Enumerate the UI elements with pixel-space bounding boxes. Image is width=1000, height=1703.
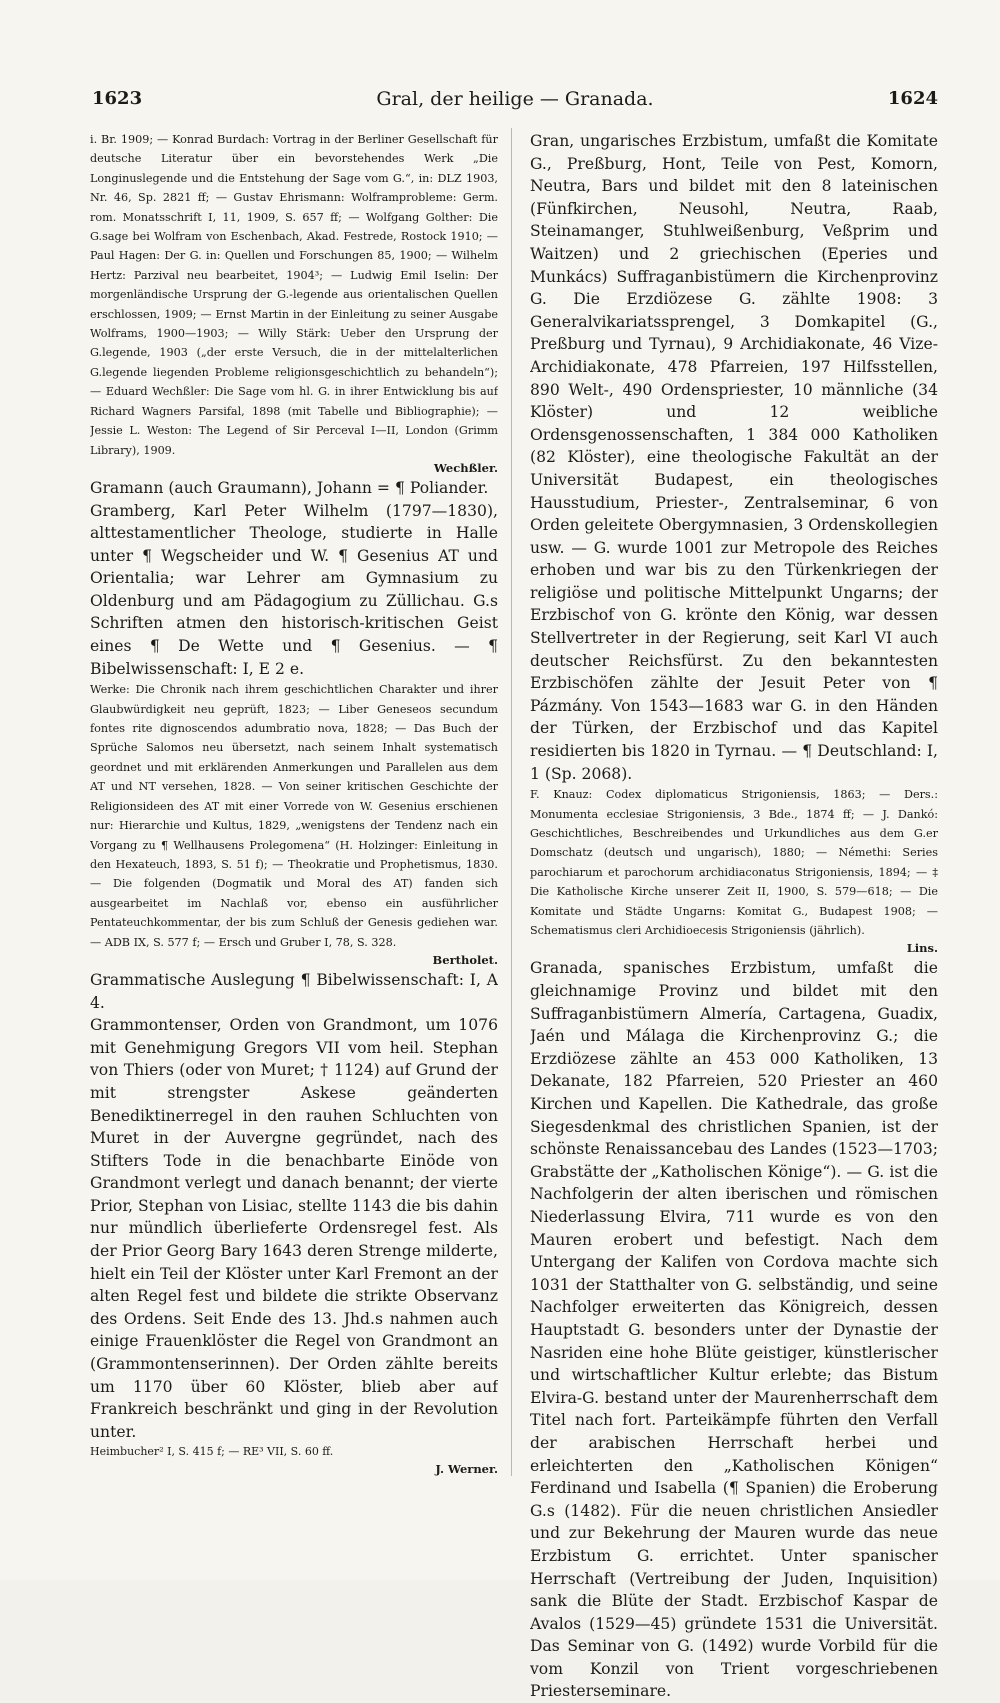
grammontenser-literature: Heimbucher² I, S. 415 f; — RE³ VII, S. 60 ff. [90, 1445, 334, 1459]
entry-gramann: Gramann (auch Graumann), Johann = ¶ Poliander. [90, 478, 489, 497]
column-divider [511, 128, 512, 1476]
gran-literature: F. Knauz: Codex diplomaticus Strigoniensis, 1863; — Ders.: Monumenta ecclesiae Strigoniensis, 3 Bde., 1874 ff; — J. Dankó: Geschichtliches, Beschreibendes und Urkundliches aus dem G.er Domschatz (deutsch und ungarisch), 1880; — Némethi: Series parochiarum et parochorum archidiaconatus Strigoniensis, 1894; — ‡ Die Katholische Kirche unserer Zeit II, 1900, S. 579—618; — Die Komitate und Städte Ungarns: Komitat G., Budapest 1908; — Schematismus cleri Archidioecesis Strigoniensis (jährlich). [530, 788, 938, 938]
entry-granada: Granada, spanisches Erzbistum, umfaßt die gleichnamige Provinz und bildet mit den Suffraganbistümern Almería, Cartagena, Guadix, Jaén und Málaga die Kirchenprovinz G.; die Erzdiözese zählte an 453 000 Katholiken, 13 Dekanate, 182 Pfarreien, 520 Priester an 460 Kirchen und Kapellen. Die Kathedrale, das große Siegesdenkmal des christlichen Spanien, ist der schönste Renaissancebau des Landes (1523—1703; Grabstätte der „Katholischen Könige“). — G. ist die Nachfolgerin der alten iberischen und römischen Niederlassung Elvira, 711 wurde es von den Mauren erobert und befestigt. Nach dem Untergang der Kalifen von Cordova machte sich 1031 der Statthalter von G. selbständig, und seine Nachfolger erweiterten das Königreich, dessen Hauptstadt G. besonders unter der Dynastie der Nasriden eine hohe Blüte geistiger, künstlerischer und wirtschaftlicher Kultur erlebte; das Bistum Elvira-G. bestand unter der Maurenherrschaft dem Titel nach fort. Parteikämpfe führten den Verfall der arabischen Herrschaft herbei und erleichterten den „Katholischen Königen“ Ferdinand und Isabella (¶ Spanien) die Eroberung G.s (1482). Für die neuen christlichen Ansiedler und zur Bekehrung der Mauren wurde das neue Erzbistum G. errichtet. Unter spanischer Herrschaft (Vertreibung der Juden, Inquisition) sank die Blüte der Stadt. Erzbischof Kaspar de Avalos (1529—45) gründete 1531 die Universität. Das Seminar von G. (1492) wurde Vorbild für die vom Konzil von Trient vorgeschriebenen Priesterseminare. [530, 959, 938, 1701]
grammontenser-author-signature: J. Werner. [435, 1461, 498, 1476]
running-title: Gral, der heilige — Granada. [376, 88, 654, 110]
page-header [92, 88, 938, 118]
entry-grammontenser: Grammontenser, Orden von Grandmont, um 1076 mit Genehmigung Gregors VII vom heil. Stephan von Thiers (oder von Muret; † 1124) auf Grund der mit strengster Askese geänderten Benediktinerregel in den rauhen Schluchten von Muret in der Auvergne gegründet, nach des Stifters Tode in die benachbarte Einöde von Grandmont verlegt und danach benannt; der vierte Prior, Stephan von Lisiac, stellte 1143 die bis dahin nur mündlich überlieferte Ordensregel fest. Als der Prior Georg Bary 1643 deren Strenge milderte, hielt ein Teil der Klöster unter Karl Fremont an der alten Regel fest und bildete die strikte Observanz des Ordens. Seit Ende des 13. Jhd.s nahmen auch einige Frauenklöster die Regel von Grandmont an (Grammontenserinnen). Der Orden zählte bereits um 1170 über 60 Klöster, blieb aber auf Frankreich beschränkt und ging in der Revolution unter. [90, 1016, 498, 1441]
page-number-left: 1623 [92, 88, 143, 109]
entry-gran: Gran, ungarisches Erzbistum, umfaßt die Komitate G., Preßburg, Hont, Teile von Pest, Komorn, Neutra, Bars und bildet mit den 8 lateinischen (Fünfkirchen, Neusohl, Neutra, Raab, Steinamanger, Stuhlweißenburg, Veßprim und Waitzen) und 2 griechischen (Eperies und Munkács) Suffraganbistümern die Kirchenprovinz G. Die Erzdiözese G. zählte 1908: 3 Generalvikariatssprengel, 3 Domkapitel (G., Preßburg und Tyrnau), 9 Archidiakonate, 46 Vize-Archidiakonate, 478 Pfarreien, 197 Hilfsstellen, 890 Welt-, 490 Ordenspriester, 10 männliche (34 Klöster) und 12 weibliche Ordensgenossenschaften, 1 384 000 Katholiken (82 Klöster), eine theologische Fakultät an der Universität Budapest, ein theologisches Hausstudium, Priester-, Zentralseminar, 6 von Orden geleitete Obergymnasien, 3 Ordenskollegien usw. — G. wurde 1001 zur Metropole des Reiches erhoben und war bis zu den Türkenkriegen der religiöse und politische Mittelpunkt Ungarns; der Erzbischof von G. krönte den König, war dessen Stellvertreter in der Regierung, seit Karl VI auch deutscher Reichsfürst. Zu den bekanntesten Erzbischöfen zählte der Jesuit Peter von ¶ Pázmány. Von 1543—1683 war G. in den Händen der Türken, der Erzbischof und das Kapitel residierten bis 1820 in Tyrnau. — ¶ Deutschland: I, 1 (Sp. 2068). [530, 132, 938, 783]
entry-grammatische-auslegung: Grammatische Auslegung ¶ Bibelwissenschaft: I, A 4. [90, 970, 498, 1012]
gral-author-signature: Wechßler. [433, 460, 498, 475]
page-number-right: 1624 [887, 88, 938, 109]
gral-literature: i. Br. 1909; — Konrad Burdach: Vortrag in der Berliner Gesellschaft für deutsche Literatur über ein bevorstehendes Werk „Die Longinuslegende und die Entstehung der Sage vom G.“, in: DLZ 1903, Nr. 46, Sp. 2821 ff; — Gustav Ehrismann: Wolframprobleme: Germ. rom. Monatsschrift I, 11, 1909, S. 657 ff; — Wolfgang Golther: Die G.sage bei Wolfram von Eschenbach, Akad. Festrede, Rostock 1910; — Paul Hagen: Der G. in: Quellen und Forschungen 85, 1900; — Wilhelm Hertz: Parzival neu bearbeitet, 1904³; — Ludwig Emil Iselin: Der morgenländische Ursprung der G.-legende aus orientalischen Quellen erschlossen, 1909; — Ernst Martin in der Einleitung zu seiner Ausgabe Wolframs, 1900—1903; — Willy Stärk: Ueber den Ursprung der G.legende, 1903 („der erste Versuch, die in der mittelalterlichen G.legende liegenden Probleme religionsgeschichtlich zu behandeln“); — Eduard Wechßler: Die Sage vom hl. G. in ihrer Entwicklung bis auf Richard Wagners Parsifal, 1898 (mit Tabelle und Bibliographie); — Jessie L. Weston: The Legend of Sir Perceval I—II, London (Grimm Library), 1909. [90, 133, 498, 457]
gran-author-signature: Lins. [906, 941, 938, 956]
left-column [90, 130, 498, 1478]
right-column [530, 130, 938, 1703]
entry-gramberg: Gramberg, Karl Peter Wilhelm (1797—1830), alttestamentlicher Theologe, studierte in Halle unter ¶ Wegscheider und W. ¶ Gesenius AT und Orientalia; war Lehrer am Gymnasium zu Oldenburg und am Pädagogium zu Züllichau. G.s Schriften atmen den historisch-kritischen Geist eines ¶ De Wette und ¶ Gesenius. — ¶ Bibelwissenschaft: I, E 2 e. [90, 501, 498, 678]
gramberg-author-signature: Bertholet. [432, 952, 498, 967]
gramberg-works: Werke: Die Chronik nach ihrem geschichtlichen Charakter und ihrer Glaubwürdigkeit neu geprüft, 1823; — Liber Geneseos secundum fontes rite dignoscendos adumbratio nova, 1828; — Das Buch der Sprüche Salomos neu übersetzt, nach seinem Inhalt systematisch geordnet und mit erklärenden Anmerkungen und Parallelen aus dem AT und NT versehen, 1828. — Von seiner kritischen Geschichte der Religionsideen des AT mit einer Vorrede von W. Gesenius erschienen nur: Hierarchie und Kultus, 1829, „wenigstens der Tendenz nach ein Vorgang zu ¶ Wellhausens Prolegomena“ (H. Holzinger: Einleitung in den Hexateuch, 1893, S. 51 f); — Theokratie und Prophetismus, 1830. — Die folgenden (Dogmatik und Moral des AT) fanden sich ausgearbeitet im Nachlaß vor, ebenso ein ausführlicher Pentateuchkommentar, der bis zum Schluß der Genesis gediehen war. — ADB IX, S. 577 f; — Ersch und Gruber I, 78, S. 328. [90, 683, 498, 949]
